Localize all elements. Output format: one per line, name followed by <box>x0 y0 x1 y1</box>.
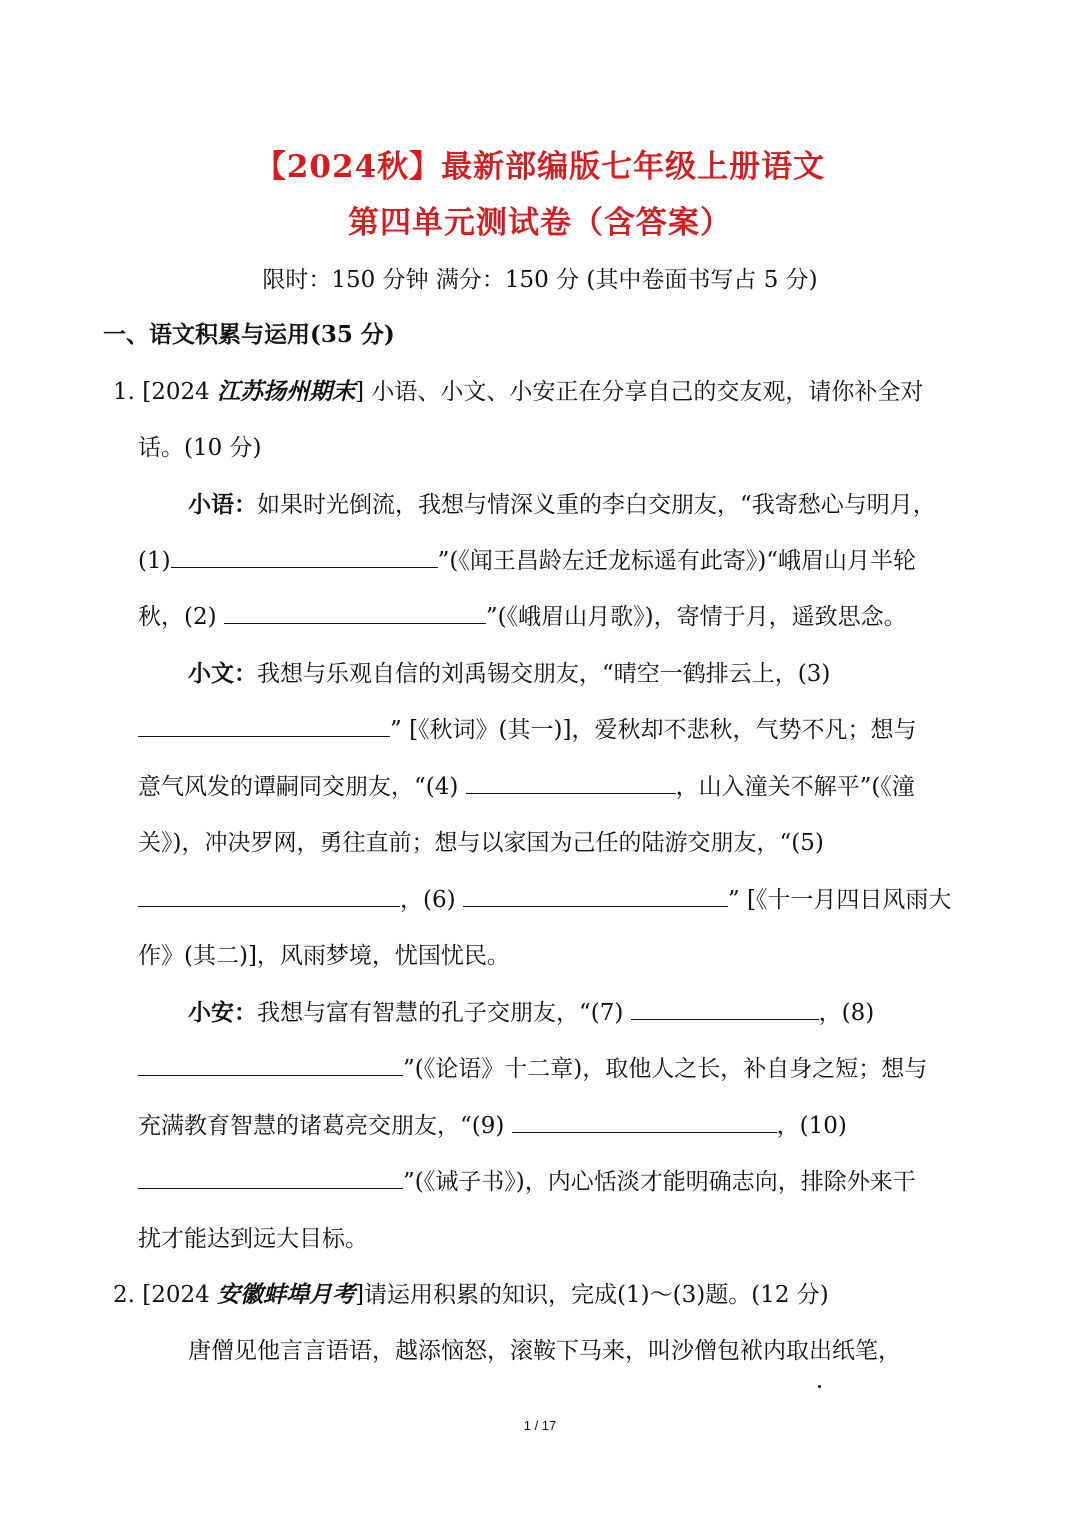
title-line-2: 第四单元测试卷（含答案） <box>348 205 732 241</box>
q1-p3-line-2 <box>138 1050 927 1083</box>
answer-blank-3[interactable] <box>138 714 390 737</box>
q1-p1-l2-a: (1) <box>138 548 171 574</box>
section-heading-text: 一、语文积累与运用(35 分) <box>103 321 395 348</box>
q1-p3-l2-b: ”(《论语》十二章)，取他人之长，补自身之短；想与 <box>403 1056 928 1082</box>
answer-blank-6[interactable] <box>463 884 728 907</box>
q1-p3-line-3 <box>138 1107 847 1140</box>
q1-p1-line-1 <box>188 486 936 519</box>
q1-p2-l5-b: ，(6) <box>400 887 463 913</box>
q1-p3-line-5: 扰才能达到远大目标。 <box>138 1226 368 1252</box>
answer-blank-5[interactable] <box>138 884 400 907</box>
answer-blank-2[interactable] <box>224 601 486 624</box>
q1-p2-l3-a: 意气风发的谭嗣同交朋友，“(4) <box>138 774 466 800</box>
q1-stem-line-2: 话。(10 分) <box>138 435 262 461</box>
page-number: 1 / 17 <box>523 1418 557 1433</box>
q1-p1-l3-b: ”(《峨眉山月歌》)，寄情于月，遥致思念。 <box>485 604 907 630</box>
q1-p1-line-2 <box>138 542 916 575</box>
q1-p2-l3-b: ，山入潼关不解平”(《潼 <box>675 774 915 800</box>
q1-p1-l3-a: 秋，(2) <box>138 604 224 630</box>
q1-p3-l1-b: ，(8) <box>818 1000 875 1026</box>
q1-p3-line-4 <box>138 1163 916 1196</box>
q2-stem: ]请运用积累的知识，完成(1)～(3)题。(12 分) <box>355 1282 829 1308</box>
q1-p2-l1-text: 我想与乐观自信的刘禹锡交朋友，“晴空一鹤排云上，(3) <box>257 661 831 687</box>
exam-info: 限时：150 分钟 满分：150 分 (其中卷面书写占 5 分) <box>262 267 818 293</box>
q2-number: 2. [2024 <box>113 1282 218 1308</box>
q1-stem-a: ] 小语、小文、小安正在分享自己的交友观，请你补全对 <box>355 379 924 405</box>
title-line-1: 【2024秋】最新部编版七年级上册语文 <box>254 149 826 185</box>
answer-blank-8[interactable] <box>138 1053 403 1076</box>
q1-p3-l1-a: 我想与富有智慧的孔子交朋友，“(7) <box>257 1000 631 1026</box>
q1-p2-line-5 <box>138 881 951 914</box>
q2-text-line-1: 唐僧见他言言语语，越添恼怒，滚鞍下马来，叫沙僧包袱内取出纸笔， <box>188 1338 901 1364</box>
speaker-xiaowen: 小文： <box>188 660 257 687</box>
q1-p3-l3-a: 充满教育智慧的诸葛亮交朋友，“(9) <box>138 1113 512 1139</box>
emphasis-dot <box>818 1385 821 1388</box>
q1-p1-l2-b: ”(《闻王昌龄左迁龙标遥有此寄》)“峨眉山月半轮 <box>437 548 917 574</box>
q1-p2-l2-b: ” [《秋词》(其一)]，爱秋却不悲秋，气势不凡；想与 <box>390 717 917 743</box>
q1-p1-line-3 <box>138 598 907 631</box>
q1-source: 江苏扬州期末 <box>217 378 356 405</box>
q1-stem-line-1 <box>113 373 923 406</box>
answer-blank-10[interactable] <box>138 1166 403 1189</box>
q1-p2-line-1 <box>188 655 830 688</box>
answer-blank-9[interactable] <box>512 1110 777 1133</box>
q2-source: 安徽蚌埠月考 <box>217 1281 356 1308</box>
q1-p1-l1-text: 如果时光倒流，我想与情深义重的李白交朋友，“我寄愁心与明月， <box>257 492 936 518</box>
q1-p2-line-3 <box>138 768 915 801</box>
q1-number: 1. [2024 <box>113 379 218 405</box>
answer-blank-7[interactable] <box>631 997 819 1020</box>
q1-p2-line-2 <box>138 711 916 744</box>
q1-p3-line-1 <box>188 994 874 1027</box>
q1-p2-line-6: 作》(其二)]，风雨梦境，忧国忧民。 <box>138 943 510 969</box>
speaker-xiaoyu: 小语： <box>188 491 257 518</box>
answer-blank-4[interactable] <box>466 771 676 794</box>
section-heading <box>103 316 395 349</box>
answer-blank-1[interactable] <box>171 545 438 568</box>
q1-p3-l4-b: ”(《诫子书》)，内心恬淡才能明确志向，排除外来干 <box>403 1169 916 1195</box>
q2-stem-line <box>113 1276 829 1309</box>
q1-p2-line-4: 关》)，冲决罗网，勇往直前；想与以家国为己任的陆游交朋友，“(5) <box>138 830 824 856</box>
speaker-xiaoan: 小安： <box>188 999 257 1026</box>
q1-p3-l3-b: ，(10) <box>776 1113 847 1139</box>
q1-p2-l5-c: ” [《十一月四日风雨大 <box>727 887 952 913</box>
